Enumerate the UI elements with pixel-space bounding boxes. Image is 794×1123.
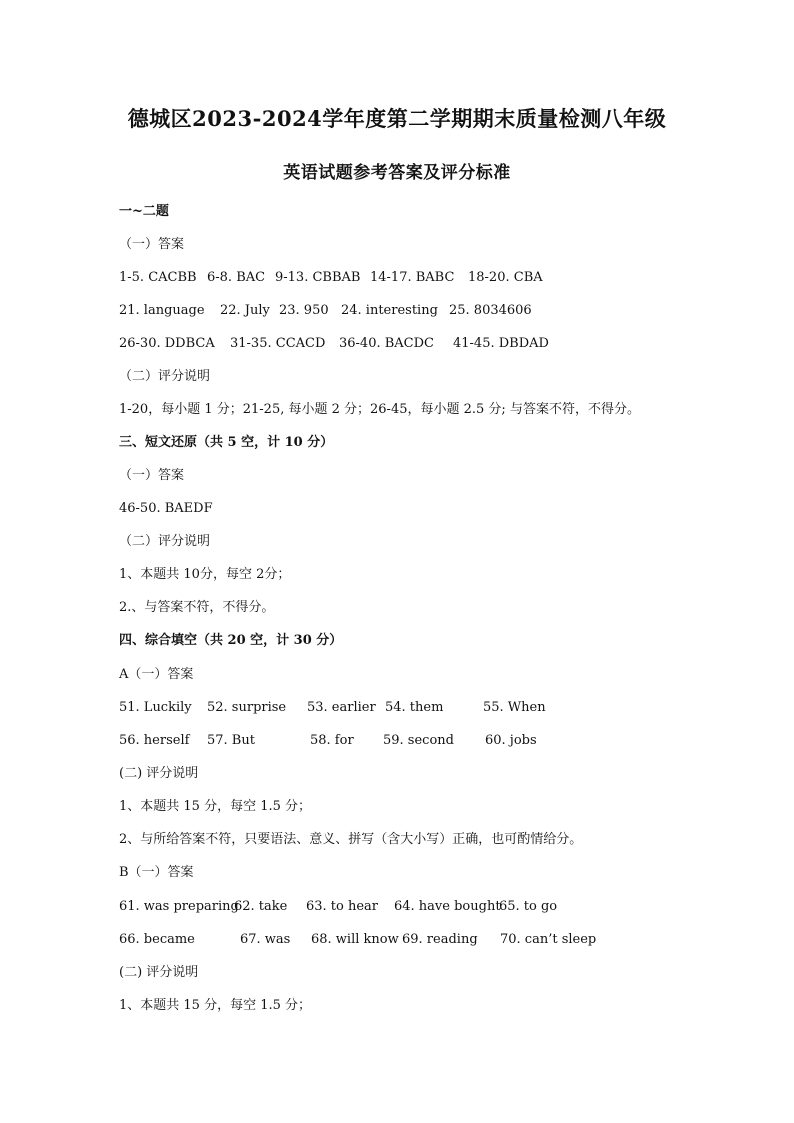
answer-item: 66. became	[119, 932, 195, 947]
answer-item: 22. July	[220, 303, 270, 318]
scoring-note: 2.、与答案不符，不得分。	[119, 600, 275, 615]
answer-item: 21. language	[119, 303, 205, 318]
answer-item: 64. have bought	[394, 899, 501, 914]
answer-item: 41-45. DBDAD	[453, 336, 549, 351]
answer-item: 36-40. BACDC	[339, 336, 434, 351]
answer-item: 58. for	[310, 733, 354, 748]
answer-item: 56. herself	[119, 733, 190, 748]
scoring-label: (二) 评分说明	[119, 766, 199, 781]
answer-item: 1-5. CACBB	[119, 270, 197, 285]
answer-item: 6-8. BAC	[207, 270, 266, 285]
answer-item: 26-30. DDBCA	[119, 336, 215, 351]
answer-item: 63. to hear	[306, 899, 379, 914]
answer-item: 53. earlier	[307, 700, 376, 715]
scoring-note: 1、本题共 15 分，每空 1.5 分；	[119, 799, 312, 814]
answer-item: 55. When	[483, 700, 546, 715]
answer-label: （一）答案	[119, 237, 185, 252]
document-title: 德城区2023-2024学年度第二学期期末质量检测八年级	[127, 106, 667, 131]
scoring-note: 1、本题共 15 分，每空 1.5 分；	[119, 998, 312, 1013]
section-heading-3: 三、短文还原（共 5 空，计 10 分）	[119, 435, 334, 450]
scoring-text: 1-20，每小题 1 分；21-25, 每小题 2 分；26-45，每小题 2.5 分; 与答案不符，不得分。	[119, 402, 640, 417]
answer-item: 9-13. CBBAB	[275, 270, 361, 285]
answer-item: 60. jobs	[485, 733, 537, 748]
answer-item: 14-17. BABC	[370, 270, 455, 285]
section-heading-4: 四、综合填空（共 20 空，计 30 分）	[119, 633, 343, 648]
answer-label: （一）答案	[119, 468, 185, 483]
scoring-note: 2、与所给答案不符，只要语法、意义、拼写（含大小写）正确，也可酌情给分。	[119, 832, 583, 847]
answer-item: 51. Luckily	[119, 700, 192, 715]
answer-item: 52. surprise	[207, 700, 287, 715]
answer-label: B（一）答案	[119, 865, 194, 880]
section-heading-1-2: 一~二题	[119, 204, 169, 219]
answer-item: 25. 8034606	[449, 303, 532, 318]
scoring-label: (二) 评分说明	[119, 965, 199, 980]
answer-item: 18-20. CBA	[468, 270, 543, 285]
scoring-note: 1、本题共 10分，每空 2分；	[119, 567, 291, 582]
answer-item: 59. second	[383, 733, 454, 748]
answer-item: 65. to go	[499, 899, 558, 914]
answer-item: 24. interesting	[341, 303, 438, 318]
answer-item: 23. 950	[279, 303, 329, 318]
answer-item: 62. take	[234, 899, 288, 914]
answer-item: 68. will know	[311, 932, 399, 947]
document-subtitle: 英语试题参考答案及评分标准	[283, 163, 511, 183]
answer-item: 31-35. CCACD	[230, 336, 326, 351]
answer-item: 70. can’t sleep	[500, 932, 597, 947]
answer-item: 69. reading	[402, 932, 478, 947]
answer-item: 61. was preparing	[119, 899, 239, 914]
answer-row: 46-50. BAEDF	[119, 501, 213, 516]
answer-item: 67. was	[240, 932, 291, 947]
answer-item: 54. them	[385, 700, 444, 715]
scoring-label: （二）评分说明	[119, 369, 211, 384]
answer-item: 57. But	[207, 733, 255, 748]
answer-label: A（一）答案	[119, 667, 194, 682]
scoring-label: （二）评分说明	[119, 534, 211, 549]
